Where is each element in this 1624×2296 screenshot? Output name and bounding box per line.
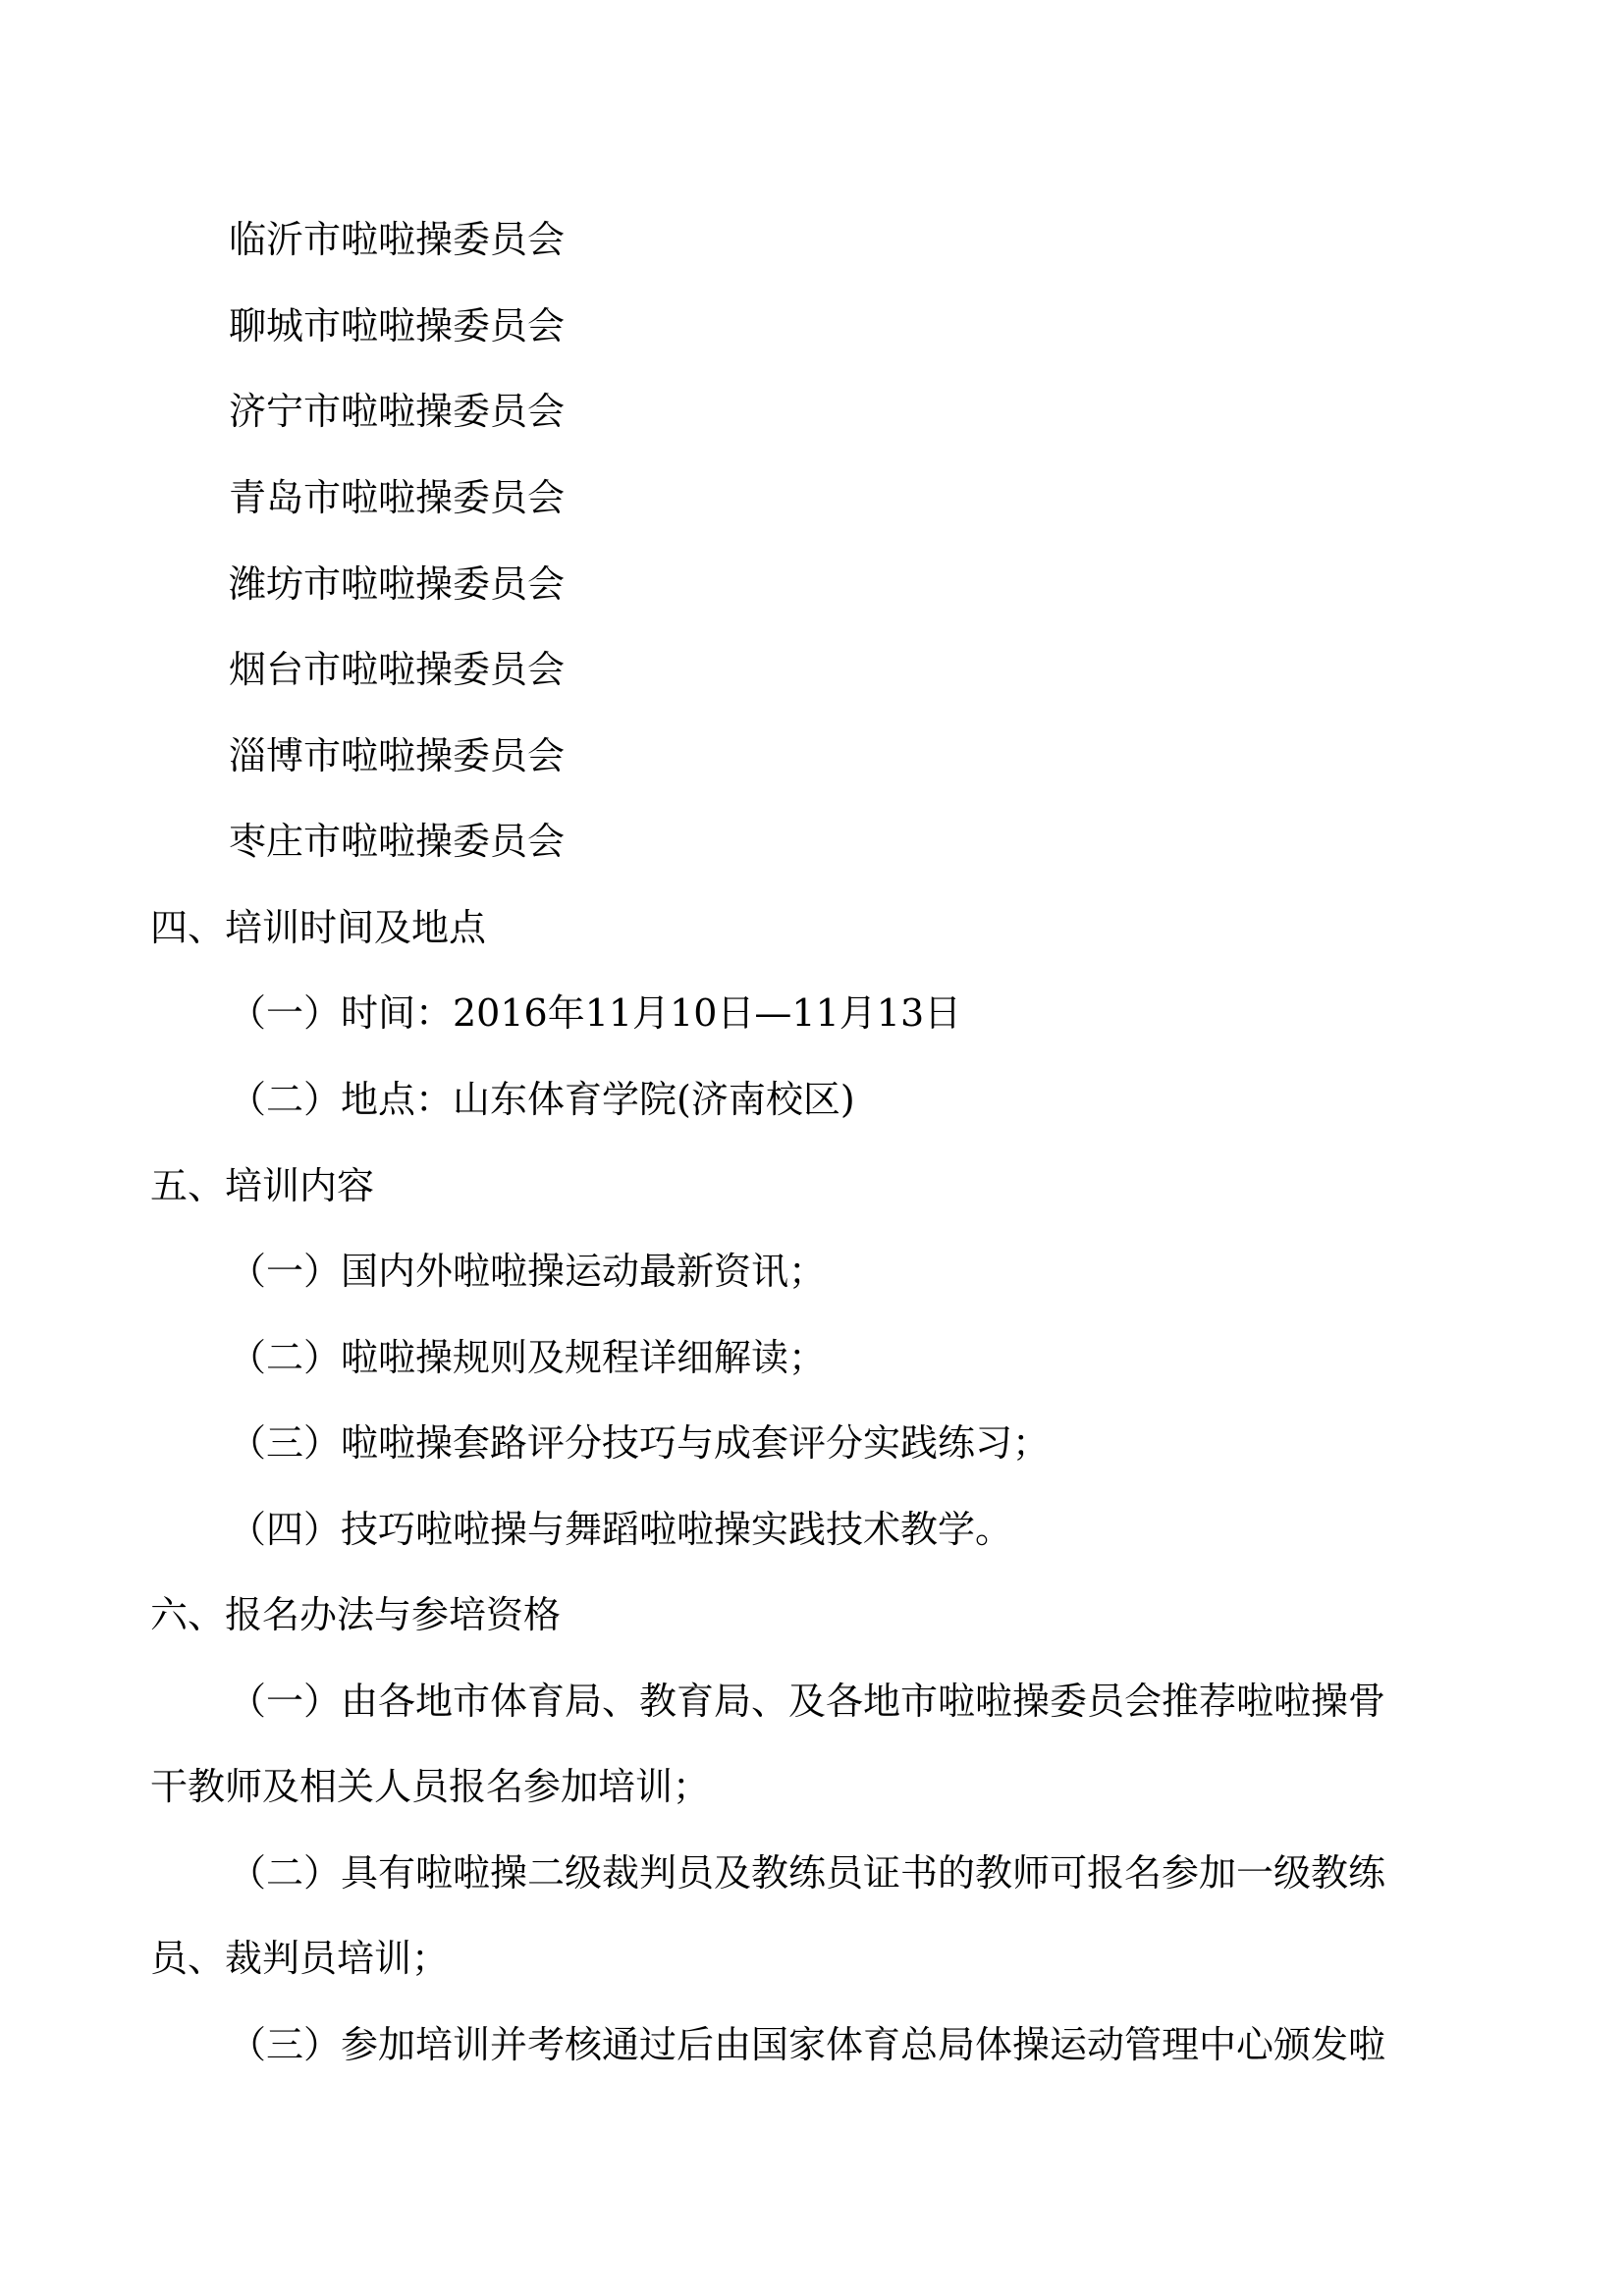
section5-item-2: （二）啦啦操规则及规程详细解读； — [229, 1336, 827, 1379]
section6-p2-line2: 员、裁判员培训； — [150, 1937, 450, 1980]
section4-location: （二）地点：山东体育学院(济南校区) — [229, 1078, 855, 1121]
section6-p1-line2: 干教师及相关人员报名参加培训； — [150, 1765, 711, 1808]
section5-item-3: （三）啦啦操套路评分技巧与成套评分实践练习； — [229, 1421, 1051, 1465]
section4-time: （一）时间：2016年11月10日—11月13日 — [229, 991, 962, 1035]
committee-linyi: 临沂市啦啦操委员会 — [229, 218, 566, 261]
section4-heading: 四、培训时间及地点 — [150, 906, 487, 949]
committee-qingdao: 青岛市啦啦操委员会 — [229, 476, 566, 519]
section5-item-1: （一）国内外啦啦操运动最新资讯； — [229, 1250, 827, 1293]
section6-heading: 六、报名办法与参培资格 — [150, 1593, 562, 1636]
committee-weifang: 潍坊市啦啦操委员会 — [229, 562, 566, 606]
committee-jining: 济宁市啦啦操委员会 — [229, 390, 566, 433]
committee-liaocheng: 聊城市啦啦操委员会 — [229, 304, 566, 347]
section5-item-4: （四）技巧啦啦操与舞蹈啦啦操实践技术教学。 — [229, 1508, 1013, 1551]
section6-p2-line1: （二）具有啦啦操二级裁判员及教练员证书的教师可报名参加一级教练 — [229, 1851, 1386, 1895]
committee-yantai: 烟台市啦啦操委员会 — [229, 648, 566, 691]
section6-p1-line1: （一）由各地市体育局、教育局、及各地市啦啦操委员会推荐啦啦操骨 — [229, 1680, 1386, 1723]
committee-zibo: 淄博市啦啦操委员会 — [229, 734, 566, 777]
committee-zaozhuang: 枣庄市啦啦操委员会 — [229, 820, 566, 863]
section6-p3-line1: （三）参加培训并考核通过后由国家体育总局体操运动管理中心颁发啦 — [229, 2023, 1386, 2066]
section5-heading: 五、培训内容 — [150, 1164, 375, 1207]
